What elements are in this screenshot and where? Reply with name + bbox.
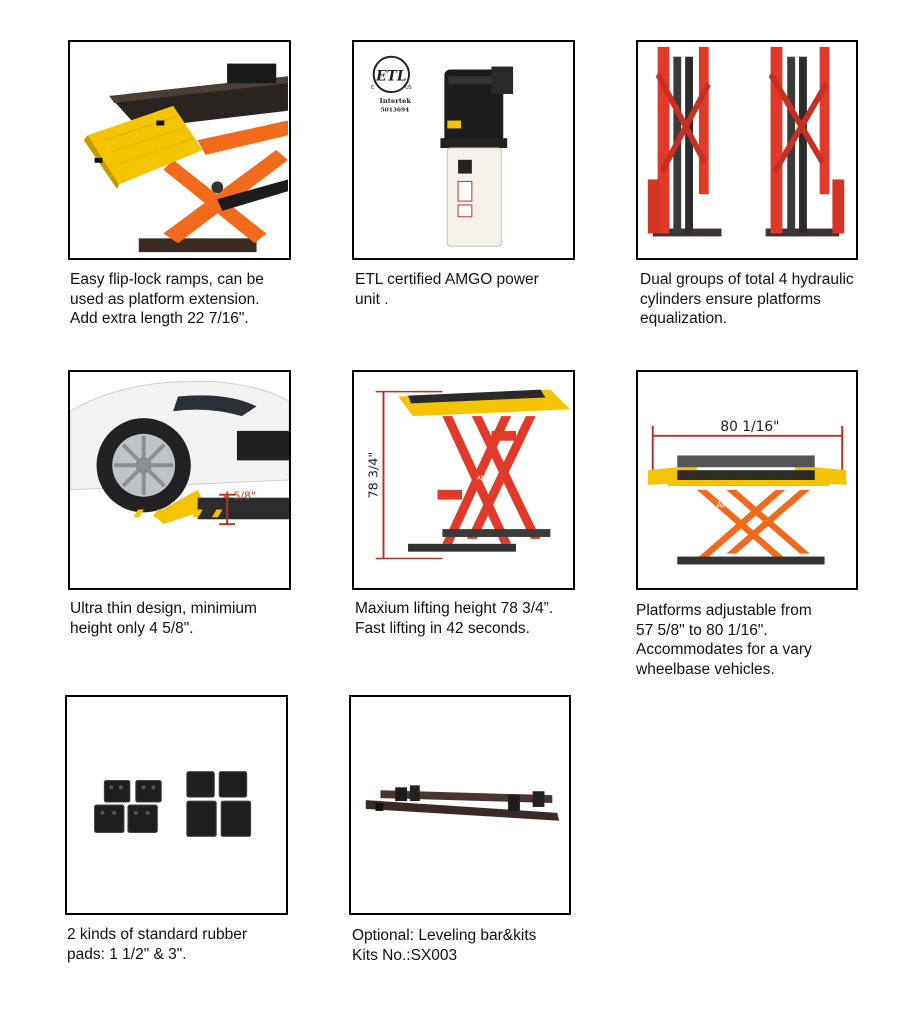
adjustable-illustration	[638, 372, 856, 588]
amgo-brand: AMGO	[716, 500, 741, 510]
etl-c: C	[370, 85, 375, 92]
caption-line: Accommodates for a vary	[636, 641, 812, 658]
etl-mark: ETL	[376, 68, 407, 85]
power-unit-photo	[352, 40, 575, 260]
flip-lock-ramp-photo	[68, 40, 291, 260]
height-dimension-label: 78 3/4"	[366, 451, 382, 499]
left-cylinder-group	[648, 47, 722, 236]
caption-line: unit .	[355, 290, 389, 308]
caption-thin-design	[70, 599, 257, 638]
etl-us: US	[405, 85, 412, 92]
etl-logo	[371, 57, 412, 114]
rubber-pads-photo	[65, 695, 288, 915]
caption-line: Maxium lifting height 78 3/4”.	[355, 600, 554, 617]
caption-line: Optional: Leveling bar&kits	[352, 927, 537, 944]
caption-lifting-height	[355, 599, 553, 638]
caption-ramps	[70, 270, 264, 329]
leveling-bar-illustration	[351, 697, 569, 913]
caption-line: 2 kinds of standard rubber	[67, 926, 248, 943]
amgo-brand: AMGO	[476, 476, 496, 482]
adjustable-platforms-photo	[636, 370, 858, 590]
caption-line: used as platform extension.	[70, 290, 260, 308]
etl-intertek: Intertek	[379, 96, 412, 105]
caption-line: Fast lifting in 42 seconds.	[355, 619, 530, 637]
caption-line: cylinders ensure platforms	[640, 290, 821, 308]
caption-power-unit	[355, 270, 539, 309]
caption-line: Kits No.:SX003	[352, 946, 458, 964]
caption-line: pads: 1 1/2" & 3".	[67, 945, 187, 963]
thin-design-illustration	[70, 372, 289, 588]
caption-line: Ultra thin design, minimium	[70, 600, 257, 617]
caption-line: 57 5/8" to 80 1/16".	[636, 621, 768, 639]
etl-number: 5013694	[380, 106, 410, 114]
cylinders-illustration	[638, 42, 856, 258]
hydraulic-cylinders-photo	[636, 40, 858, 260]
caption-cylinders	[640, 270, 854, 329]
rubber-pads-illustration	[67, 697, 286, 913]
ramp-illustration	[70, 42, 289, 258]
power-unit-illustration	[354, 42, 573, 258]
thin-dimension-label: 4 5/8"	[223, 489, 256, 503]
caption-line: wheelbase vehicles.	[636, 660, 775, 678]
caption-adjustable	[636, 601, 812, 679]
caption-line: height only 4 5/8".	[70, 619, 194, 637]
caption-leveling-bar	[352, 926, 536, 965]
leveling-bar-photo	[349, 695, 571, 915]
caption-rubber-pads	[67, 925, 247, 964]
width-dimension-label: 80 1/16"	[720, 418, 780, 435]
caption-line: Platforms adjustable from	[636, 602, 812, 619]
caption-line: Dual groups of total 4 hydraulic	[640, 271, 854, 288]
right-cylinder-group	[766, 47, 845, 236]
caption-line: equalization.	[640, 310, 728, 327]
caption-line: ETL certified AMGO power	[355, 271, 539, 288]
lifting-height-photo	[352, 370, 575, 590]
caption-line: Add extra length 22 7/16".	[70, 310, 249, 327]
lifting-height-illustration	[354, 372, 573, 588]
thin-design-photo	[68, 370, 291, 590]
caption-line: Easy flip-lock ramps, can be	[70, 271, 264, 288]
